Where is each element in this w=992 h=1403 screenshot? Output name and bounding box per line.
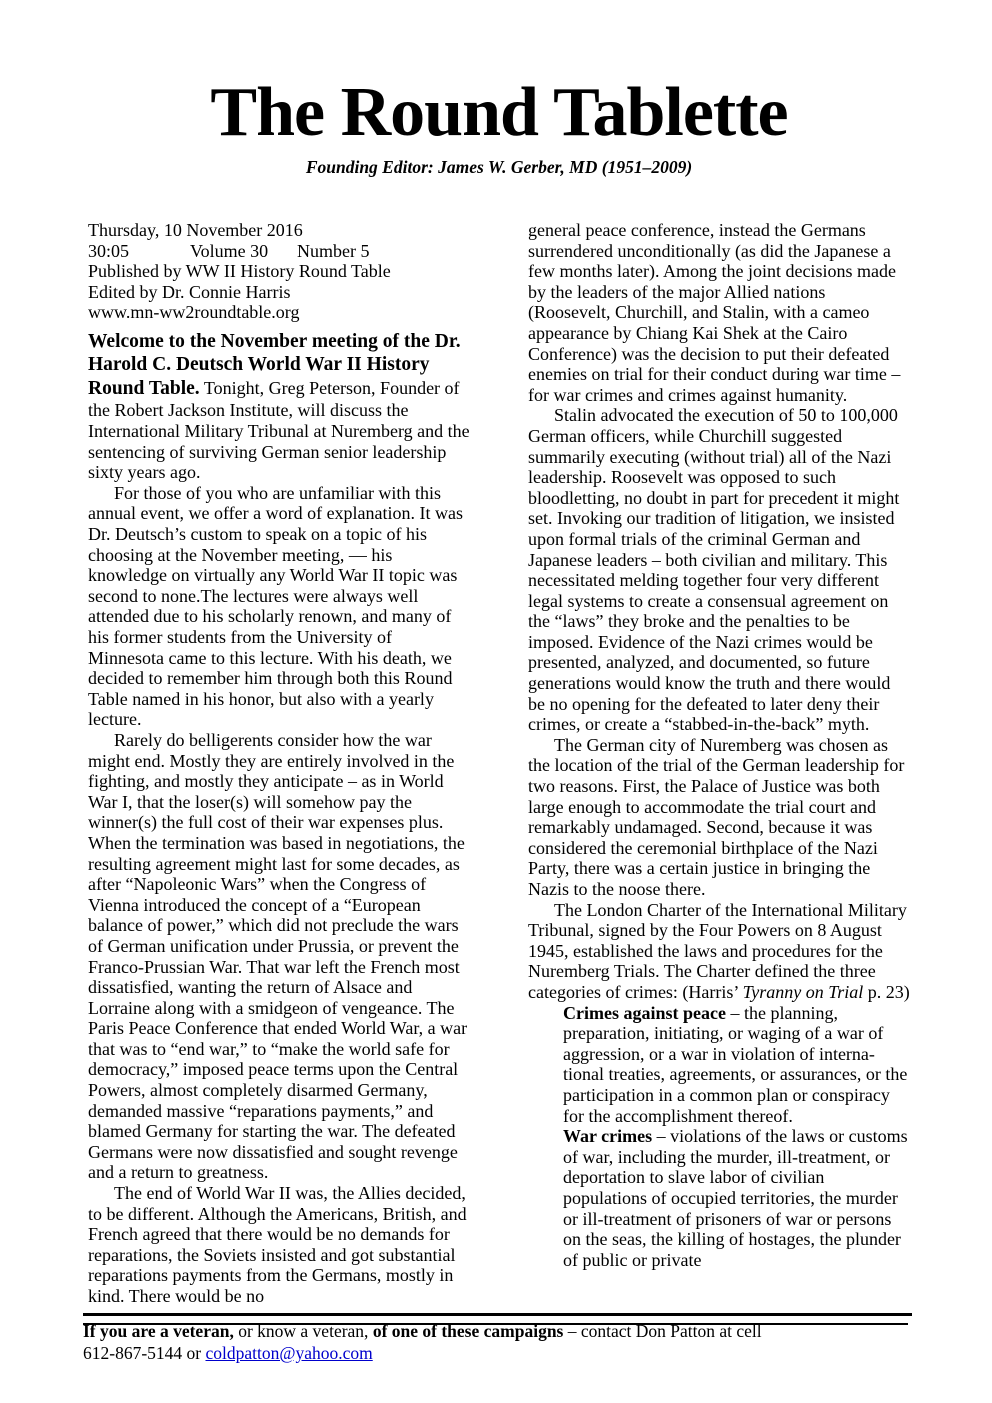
charter-text: The London Charter of the International Military Tribunal, signed by the Four Powers on 8 August 1945, established the laws and procedures for the Nuremberg Trials. The Charter defined the three categories of crimes: (Harris’	[528, 899, 907, 1002]
date-line: Thursday, 10 November 2016	[88, 220, 303, 240]
email-link[interactable]: coldpatton@yahoo.com	[205, 1343, 373, 1363]
term-crimes-against-peace: Crimes against peace	[563, 1002, 726, 1023]
definition-war-crimes	[563, 1126, 910, 1270]
left-column	[88, 220, 470, 1312]
welcome-text: Tonight, Greg Peterson, Founder of the Robert Jackson Institute, will discuss the International Military Tribunal at Nuremberg and the sentencing of surviving German senior leadership sixty years ago.	[88, 377, 470, 483]
welcome-heading: Welcome to the November meeting of the Dr. Harold C. Deutsch World War II History Round Table.	[88, 330, 461, 399]
definition-text: – violations of the laws or customs of war, including the murder, ill-treatment, or deportation to slave labor of civilian populations of occupied territories, the murder or ill-treatment of prisoners of war or persons on the seas, the killing of hostages, the plunder of public or private	[563, 1126, 908, 1270]
paragraph-end-ww2: The end of World War II was, the Allies decided, to be different. Although the Americans, British, and French agreed that there would be no demands for reparations, the Soviets insisted and got substantial reparations payments from the Germans, mostly in kind. There would be no	[88, 1183, 467, 1306]
masthead	[88, 220, 470, 323]
welcome-paragraph	[88, 330, 470, 483]
founding-editor-line: Founding Editor: James W. Gerber, MD (1951–2009)	[305, 157, 693, 177]
book-title: Tyranny on Trial	[742, 981, 864, 1002]
footer-text-1: or know a veteran,	[233, 1321, 373, 1341]
footer-text-2: – contact Don Patton at cell	[563, 1321, 762, 1341]
issue-code: 30:05	[88, 240, 130, 261]
website-url: www.mn-ww2roundtable.org	[88, 302, 300, 323]
paragraph-london-charter	[528, 900, 910, 1003]
newsletter-title: The Round Tablette	[210, 74, 788, 151]
paragraph-general-peace: general peace conference, instead the Germans surrendered unconditionally (as did the Japanese a few months later). Among the joint decisions made by the leaders of the major Allied nations (Roosevelt, Churchill, and Stalin, with a cameo appearance by Chiang Kai Shek at the Cairo Conference) was the decision to put their defeated enemies on trial for their conduct during war time – for war crimes and crimes against humanity.	[528, 220, 901, 405]
term-war-crimes: War crimes	[563, 1126, 653, 1147]
paragraph-nuremberg: The German city of Nuremberg was chosen as the location of the trial of the German leadership for two reasons. First, the Palace of Justice was both large enough to accommodate the trial court and remarkably undamaged. Second, because it was considered the ceremonial birthplace of the Nazi Party, there was a certain justice in bringing the Nazis to the noose there.	[528, 734, 905, 899]
charter-page-ref: p. 23)	[863, 981, 910, 1002]
edited-line: Edited by Dr. Connie Harris	[88, 281, 291, 302]
paragraph-unfamiliar: For those of you who are unfamiliar with this annual event, we offer a word of explanation. It was Dr. Deutsch’s custom to speak on a topic of his choosing at the November meeting, — his knowledge on virtually any World War II topic was second to none.The lectures were always well attended due to his scholarly renown, and many of his former students from the University of Minnesota came to this lecture. With his death, we decided to remember him through both this Round Table named in his honor, but also with a yearly lecture.	[88, 482, 464, 730]
issue-line	[88, 241, 470, 262]
volume-label: Volume 30	[190, 240, 269, 261]
paragraph-stalin: Stalin advocated the execution of 50 to 100,000 German officers, while Churchill suggested summarily executing (without trial) all of the Nazi leadership. Roosevelt was opposed to such bloodletting, no doubt in part for precedent it might set. Invoking our tradition of litigation, we insisted upon formal trials of the criminal German and Japanese leaders – both civilian and military. This necessitated melding together four very different legal systems to create a consensual agreement on the “laws” they broke and the penalties to be imposed. Evidence of the Nazi crimes would be presented, analyzed, and documented, so future generations would know the truth and there would be no opening for the defeated to later deny their crimes, or create a “stabbed-in-the-back” myth.	[528, 405, 900, 735]
number-label: Number 5	[297, 240, 370, 261]
published-line: Published by WW II History Round Table	[88, 261, 391, 282]
footer-rule-thin	[83, 1323, 908, 1325]
footer-bold-veteran: If you are a veteran,	[83, 1321, 234, 1341]
body-columns	[88, 220, 910, 1312]
footer-phone: 612-867-5144 or	[83, 1343, 206, 1363]
paragraph-rarely: Rarely do belligerents consider how the war might end. Mostly they are entirely involved in the fighting, and mostly they anticipate – as in World War I, that the loser(s) will somehow pay the winner(s) the full cost of their war expenses plus. When the termination was based in negotiations, the resulting agreement might last for some decades, as after “Napoleonic Wars” when the Congress of Vienna introduced the concept of a “European balance of power,” which did not preclude the wars of German unification under Prussia, or prevent the Franco-Prussian War. That war left the French most dissatisfied, wanting the return of Alsace and Lorraine along with a smidgeon of vengeance. The Paris Peace Conference that ended World War, a war that was to “end war,” to “make the world safe for democracy,” imposed peace terms upon the Central Powers, almost completely disarmed Germany, demanded massive “reparations payments,” and blamed Germany for starting the war. The defeated Germans were now dissatisfied and sought revenge and a return to greatness.	[88, 729, 468, 1183]
footer-bold-campaigns: of one of these campaigns	[372, 1321, 564, 1341]
definition-text: – the planning, preparation, initiating, or waging of a war of aggression, or a war in violation of interna-tional treaties, agreements, or assurances, or the participation in a common plan or conspiracy for the accomplishment thereof.	[563, 1002, 908, 1126]
veteran-contact-footer	[83, 1313, 912, 1364]
definition-crimes-against-peace	[563, 1003, 910, 1127]
right-column	[528, 220, 910, 1312]
